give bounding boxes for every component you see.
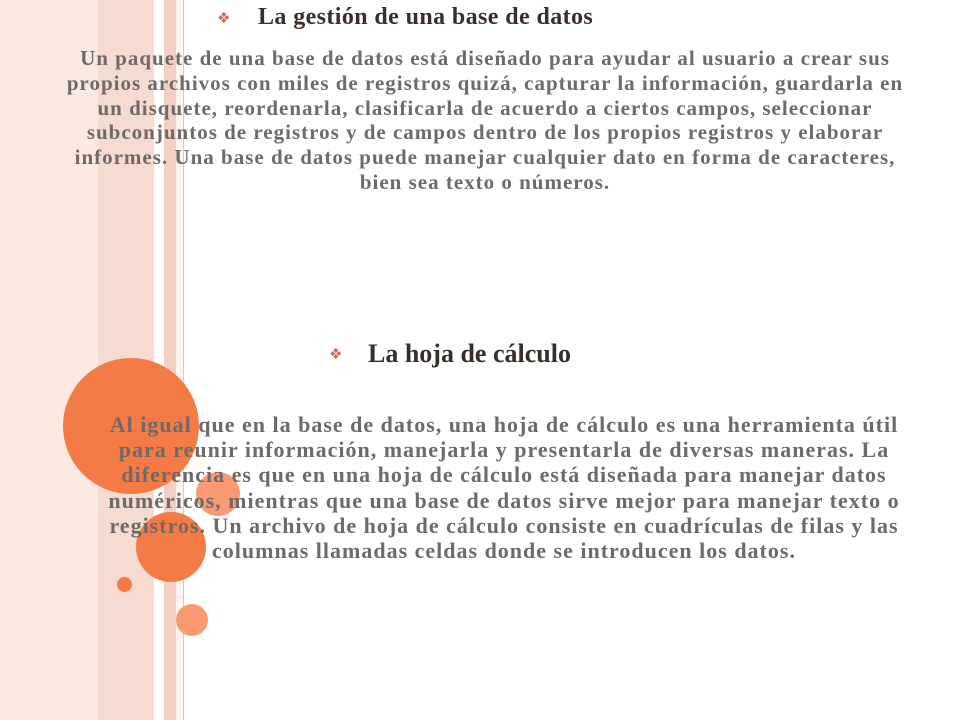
diamond-bullet-icon: ❖ bbox=[217, 11, 231, 27]
section-heading-database: La gestión de una base de datos bbox=[258, 4, 594, 30]
decorative-dot bbox=[117, 577, 132, 592]
section-paragraph-database: Un paquete de una base de datos está diseñado para ayudar al usuario a crear sus propios archivos con miles de registros quizá, capturar la información, guardarla en un disquete, reordenarla, clasificarla de acuerdo a ciertos campos, seleccionar subconjuntos de registros y de campos dentro de los propios registros y elaborar informes. Una base de datos puede manejar cualquier dato en forma de caracteres, bien sea texto o números. bbox=[66, 46, 904, 194]
section-heading-spreadsheet: La hoja de cálculo bbox=[368, 339, 571, 368]
section-paragraph-spreadsheet: Al igual que en la base de datos, una hoja de cálculo es una herramienta útil para reunir información, manejarla y presentarla de diversas maneras. La diferencia es que en una hoja de cálculo está diseñada para manejar datos numéricos, mientras que una base de datos sirve mejor para manejar texto o registros. Un archivo de hoja de cálculo consiste en cuadrículas de filas y las columnas llamadas celdas donde se introducen los datos. bbox=[108, 412, 900, 564]
diamond-bullet-icon: ❖ bbox=[329, 347, 343, 363]
decorative-circle-small-lower bbox=[176, 604, 208, 636]
